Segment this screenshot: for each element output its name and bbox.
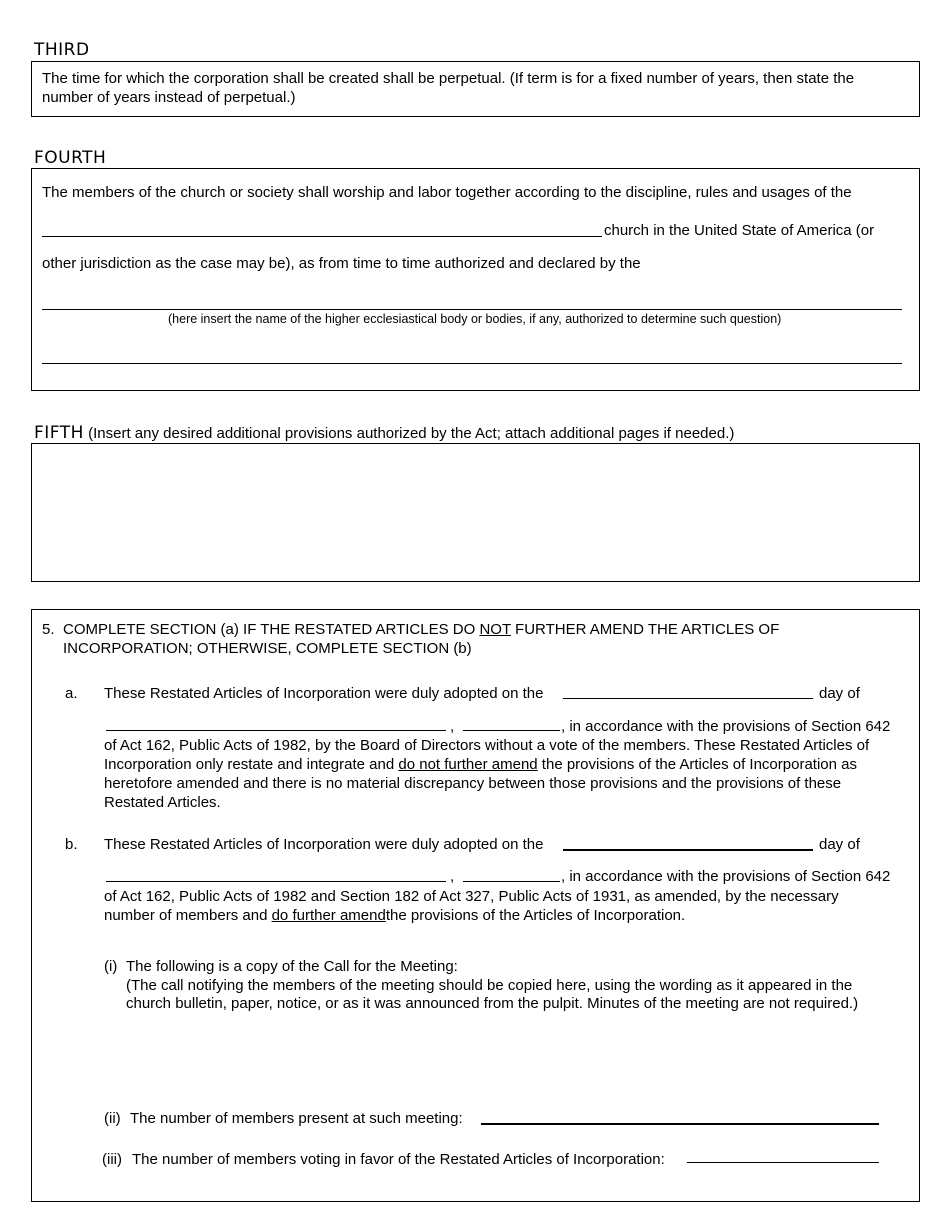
fifth-heading: FIFTH bbox=[34, 423, 84, 443]
third-heading: THIRD bbox=[34, 40, 90, 60]
section-a-day-of: day of bbox=[819, 685, 860, 702]
section-a-adopted-on: These Restated Articles of Incorporation were duly adopted on the bbox=[104, 685, 544, 702]
section-a-line4: heretofore amended and there is no material discrepancy between those provisions and the provisions of these bbox=[104, 775, 842, 792]
section5-number: 5. bbox=[42, 621, 55, 638]
section-a-day-field[interactable] bbox=[563, 698, 813, 699]
fourth-line2-suffix: church in the United State of America (or bbox=[604, 222, 875, 239]
fourth-box bbox=[31, 168, 920, 391]
fourth-heading: FOURTH bbox=[34, 148, 107, 168]
fourth-caption: (here insert the name of the higher ecclesiastical body or bodies, if any, authorized to determine such question) bbox=[168, 312, 782, 326]
section-a-line3: Incorporation only restate and integrate and do not further amend the provisions of the Articles of Incorporation as bbox=[104, 756, 857, 773]
fifth-subheading: (Insert any desired additional provisions authorized by the Act; attach additional pages if needed.) bbox=[88, 425, 735, 442]
section-b-day-field[interactable] bbox=[563, 849, 813, 851]
item-iii-text: The number of members voting in favor of the Restated Articles of Incorporation: bbox=[132, 1151, 665, 1168]
section5-box bbox=[31, 609, 920, 1202]
section-a-comma: , bbox=[450, 718, 455, 735]
section-b-comma: , bbox=[450, 868, 455, 885]
section-b-adopted-on: These Restated Articles of Incorporation were duly adopted on the bbox=[104, 836, 544, 853]
item-i-label: (i) bbox=[104, 958, 118, 975]
section-b-year-field[interactable] bbox=[463, 881, 560, 882]
section-b-month-field[interactable] bbox=[106, 881, 446, 882]
members-voting-field[interactable] bbox=[687, 1162, 879, 1163]
section-a-accordance: , in accordance with the provisions of Section 642 bbox=[561, 718, 891, 735]
section-b-accordance: , in accordance with the provisions of Section 642 bbox=[561, 868, 891, 885]
fourth-line3: other jurisdiction as the case may be), as from time to time authorized and declared by the bbox=[42, 255, 641, 272]
members-present-field[interactable] bbox=[481, 1123, 879, 1125]
item-ii-label: (ii) bbox=[104, 1110, 121, 1127]
fifth-provisions-box[interactable] bbox=[31, 443, 920, 582]
item-i-note2: church bulletin, paper, notice, or as it was announced from the pulpit. Minutes of the meeting are not required.) bbox=[126, 995, 859, 1012]
not-emphasis: NOT bbox=[479, 621, 511, 638]
ecclesiastical-body-field-2[interactable] bbox=[42, 363, 902, 364]
section5-title-line1: COMPLETE SECTION (a) IF THE RESTATED ARTICLES DO NOT FURTHER AMEND THE ARTICLES OF bbox=[63, 621, 780, 638]
call-for-meeting-area[interactable] bbox=[126, 1016, 886, 1096]
item-ii-text: The number of members present at such meeting: bbox=[130, 1110, 463, 1127]
section-a-year-field[interactable] bbox=[463, 730, 560, 731]
section-a-line2: of Act 162, Public Acts of 1982, by the Board of Directors without a vote of the members. These Restated Articles of bbox=[104, 737, 870, 754]
section-a-label: a. bbox=[65, 685, 78, 702]
section-a-month-field[interactable] bbox=[106, 730, 446, 731]
church-name-field[interactable] bbox=[42, 236, 602, 237]
item-i-text: The following is a copy of the Call for the Meeting: bbox=[126, 958, 458, 975]
third-text: The time for which the corporation shall be created shall be perpetual. (If term is for a fixed number of years, then state the number of years instead of perpetual.) bbox=[42, 70, 855, 106]
section-b-label: b. bbox=[65, 836, 78, 853]
fourth-line1: The members of the church or society shall worship and labor together according to the discipline, rules and usages of the bbox=[42, 184, 852, 201]
section-b-line2: of Act 162, Public Acts of 1982 and Section 182 of Act 327, Public Acts of 1931, as amended, by the necessary bbox=[104, 888, 839, 905]
section-a-line5: Restated Articles. bbox=[104, 794, 221, 811]
item-iii-label: (iii) bbox=[102, 1151, 122, 1168]
item-i-note1: (The call notifying the members of the meeting should be copied here, using the wording as it appeared in the bbox=[126, 977, 853, 994]
fifth-heading-row bbox=[34, 423, 734, 443]
section5-title-line2: INCORPORATION; OTHERWISE, COMPLETE SECTION (b) bbox=[63, 640, 472, 657]
section-b-day-of: day of bbox=[819, 836, 860, 853]
section-b-line3: number of members and do further amendthe provisions of the Articles of Incorporation. bbox=[104, 907, 686, 924]
third-box bbox=[31, 61, 920, 117]
